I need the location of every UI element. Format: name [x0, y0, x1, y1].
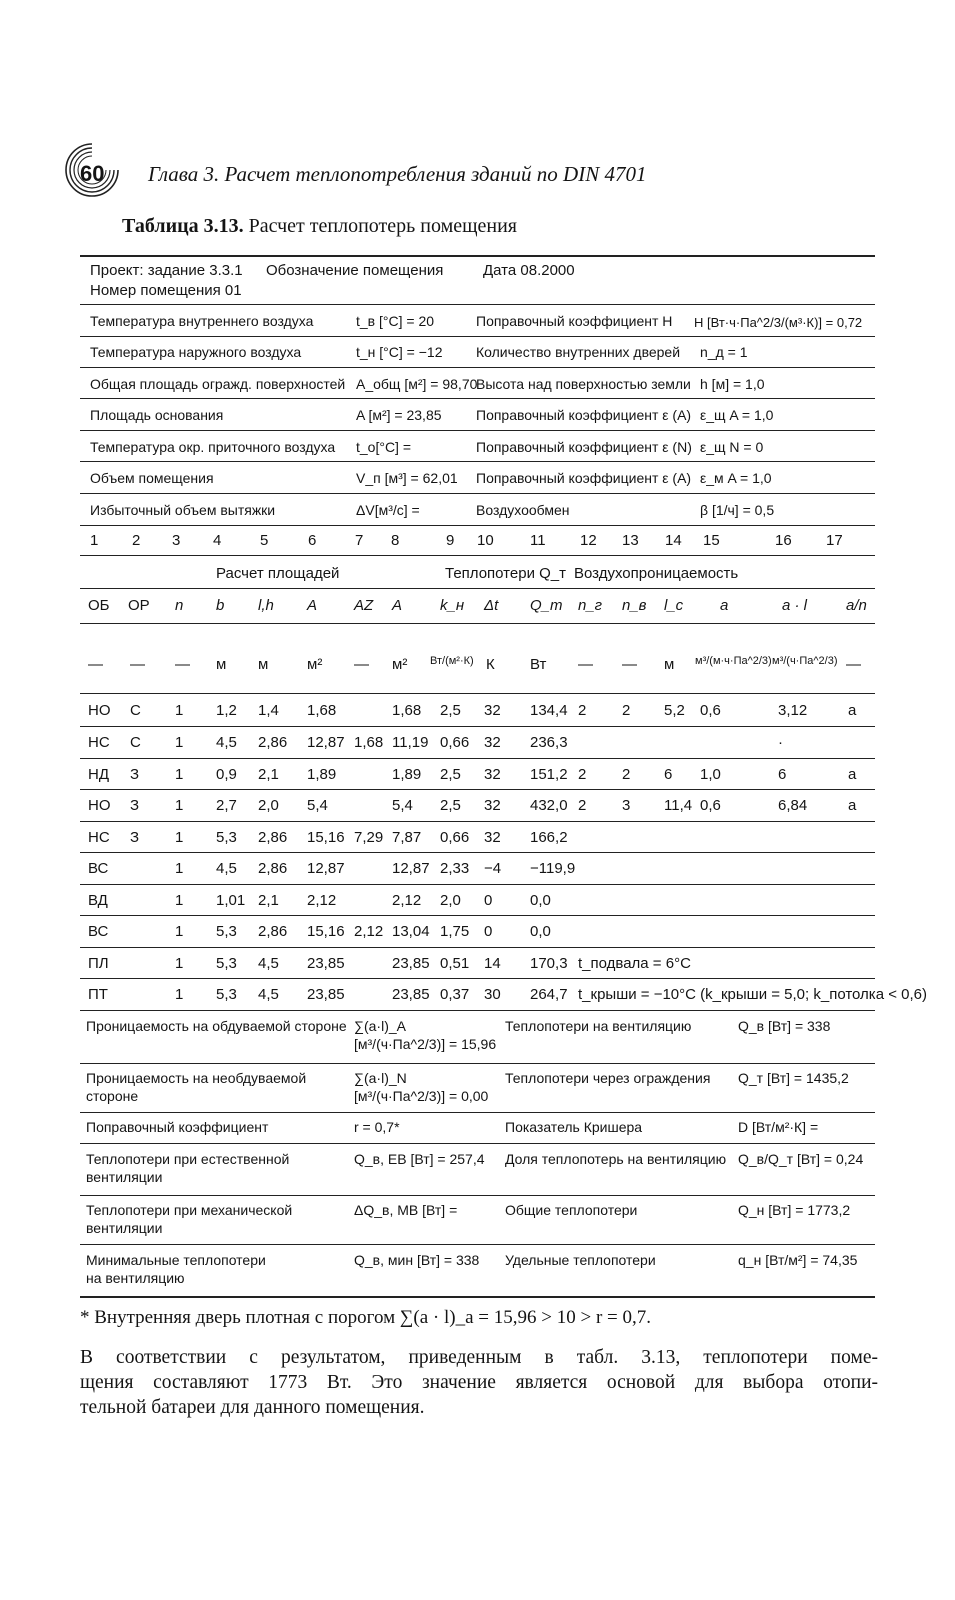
column-unit: — [175, 656, 190, 673]
table-cell: 2,12 [307, 892, 337, 909]
table-cell: 1,01 [216, 892, 246, 909]
table-cell: 2 [578, 702, 587, 719]
table-cell: 1,68 [392, 702, 422, 719]
group-air-permeability: Воздухопроницаемость [574, 565, 739, 582]
summary-label: Поправочный коэффициент [86, 1119, 269, 1135]
column-number: 9 [446, 532, 455, 549]
column-unit: м³/(м·ч·Па^2/3) [695, 655, 772, 667]
table-rule [80, 461, 875, 462]
table-cell: 2,86 [258, 860, 288, 877]
table-cell: НС [88, 734, 110, 751]
column-number: 8 [391, 532, 400, 549]
table-caption [122, 215, 517, 238]
table-cell: 134,4 [530, 702, 568, 719]
table-cell: 1,68 [354, 734, 384, 751]
table-cell: 236,3 [530, 734, 568, 751]
table-cell: 4,5 [216, 860, 237, 877]
table-cell: ВД [88, 892, 108, 909]
table-cell: НС [88, 829, 110, 846]
table-cell: 2,33 [440, 860, 470, 877]
table-cell: 0 [484, 923, 493, 940]
table-cell: 1,89 [392, 766, 422, 783]
table-cell: 30 [484, 986, 501, 1003]
table-cell: 1,0 [700, 766, 721, 783]
table-rule [80, 884, 875, 885]
param-value: ε_щ A = 1,0 [700, 407, 774, 423]
column-number: 6 [308, 532, 317, 549]
table-cell: 15,16 [307, 923, 345, 940]
column-symbol: a/n [846, 597, 867, 614]
table-rule [80, 821, 875, 822]
column-symbol: AZ [354, 597, 374, 614]
summary-right-label: Удельные теплопотери [505, 1252, 656, 1268]
summary-right-value: Q_в [Вт] = 338 [738, 1018, 831, 1034]
summary-right-value: Q_в/Q_т [Вт] = 0,24 [738, 1151, 864, 1167]
table-cell: 1,89 [307, 766, 337, 783]
table-cell: 0,9 [216, 766, 237, 783]
table-cell: 12,87 [392, 860, 430, 877]
table-rule [80, 758, 875, 759]
table-cell: С [130, 734, 141, 751]
project-label: Проект: задание 3.3.1 [90, 262, 243, 279]
table-cell: t_крыши = −10°C (k_крыши = 5,0; k_потолка < 0,6) [578, 986, 927, 1003]
param-label: Поправочный коэффициент ε (A) [476, 407, 692, 423]
table-rule [80, 978, 875, 979]
param-value: V_п [м³] = 62,01 [356, 470, 458, 486]
column-number: 2 [132, 532, 141, 549]
param-label: Площадь основания [90, 407, 224, 423]
table-cell: −119,9 [530, 860, 576, 877]
param-label: Воздухообмен [476, 502, 570, 518]
table-cell: 432,0 [530, 797, 568, 814]
column-unit: м [216, 656, 227, 673]
table-cell: 0 [484, 892, 493, 909]
group-area-calc: Расчет площадей [216, 565, 340, 582]
table-cell: 264,7 [530, 986, 568, 1003]
date-label: Дата 08.2000 [483, 262, 575, 279]
table-cell: 1 [175, 892, 184, 909]
table-cell: 4,5 [258, 986, 279, 1003]
column-number: 11 [530, 532, 546, 549]
table-rule [80, 852, 875, 853]
table-rule [80, 1195, 875, 1196]
summary-value: ΔQ_в, МВ [Вт] = [354, 1202, 458, 1218]
summary-value-cont: [м³/(ч·Па^2/3)] = 0,00 [354, 1088, 489, 1104]
chapter-title: Глава 3. Расчет теплопотребления зданий по DIN 4701 [148, 162, 647, 186]
table-cell: 0,51 [440, 955, 470, 972]
param-label: Объем помещения [90, 470, 214, 486]
table-rule [80, 255, 875, 257]
column-symbol: a · l [782, 597, 808, 614]
table-cell: 7,87 [392, 829, 422, 846]
table-cell: З [130, 766, 140, 783]
summary-right-value: D [Вт/м²·К] = [738, 1119, 819, 1135]
table-cell: · [778, 734, 783, 751]
table-cell: 1,68 [307, 702, 337, 719]
table-cell: 2 [578, 797, 587, 814]
table-cell: 2 [578, 766, 587, 783]
table-rule [80, 398, 875, 399]
table-rule [80, 1296, 875, 1298]
paragraph-line: щения составляют 1773 Вт. Это значение является основой для выбора отопи- [80, 1372, 878, 1393]
table-cell: 1 [175, 829, 184, 846]
summary-value: Q_в, ЕВ [Вт] = 257,4 [354, 1151, 485, 1167]
param-value: A_общ [м²] = 98,70 [356, 376, 478, 392]
param-label: Поправочный коэффициент ε (A) [476, 470, 692, 486]
param-label: Количество внутренних дверей [476, 344, 681, 360]
column-unit: м² [392, 656, 408, 673]
table-rule [80, 1244, 875, 1245]
param-value: β [1/ч] = 0,5 [700, 502, 775, 518]
table-cell: 6 [778, 766, 787, 783]
table-cell: 166,2 [530, 829, 568, 846]
summary-label: Теплопотери при механической [86, 1202, 293, 1218]
table-rule [80, 789, 875, 790]
table-cell: 0,37 [440, 986, 470, 1003]
table-cell: а [848, 702, 857, 719]
column-unit: м [258, 656, 269, 673]
body-paragraph [80, 1345, 878, 1420]
param-value: ε_щ N = 0 [700, 439, 764, 455]
table-cell: С [130, 702, 141, 719]
table-cell: 1 [175, 797, 184, 814]
table-cell: НО [88, 797, 111, 814]
table-rule [80, 915, 875, 916]
table-cell: 5,3 [216, 986, 237, 1003]
param-label: Температура наружного воздуха [90, 344, 302, 360]
column-unit: — [578, 656, 593, 673]
param-label: Общая площадь огражд. поверхностей [90, 376, 346, 392]
table-cell: 23,85 [307, 955, 345, 972]
summary-label: Теплопотери при естественной [86, 1151, 290, 1167]
table-cell: 0,6 [700, 797, 721, 814]
column-unit: — [622, 656, 637, 673]
table-cell: 6,84 [778, 797, 808, 814]
summary-label-cont: вентиляции [86, 1169, 163, 1185]
param-value: t_о[°C] = [356, 439, 412, 455]
column-number: 10 [477, 532, 494, 549]
summary-right-label: Теплопотери на вентиляцию [505, 1018, 692, 1034]
column-unit: м² [307, 656, 323, 673]
column-unit: м [664, 656, 675, 673]
column-symbol: Q_т [530, 597, 563, 614]
table-cell: 12,87 [307, 734, 345, 751]
column-symbol: b [216, 597, 225, 614]
table-rule [80, 525, 875, 526]
column-symbol: n_в [622, 597, 647, 614]
table-cell: 5,4 [307, 797, 328, 814]
column-number: 4 [213, 532, 222, 549]
table-rule [80, 947, 875, 948]
table-cell: 1,75 [440, 923, 470, 940]
table-cell: ПЛ [88, 955, 109, 972]
table-cell: 2,12 [354, 923, 384, 940]
table-cell: 32 [484, 766, 501, 783]
param-value: h [м] = 1,0 [700, 376, 765, 392]
table-cell: 1,2 [216, 702, 237, 719]
table-cell: 32 [484, 702, 501, 719]
caption-label: Таблица 3.13. [122, 215, 244, 237]
param-value: t_н [°C] = −12 [356, 344, 443, 360]
table-cell: 1 [175, 986, 184, 1003]
param-label: Поправочный коэффициент H [476, 313, 673, 329]
summary-right-label: Доля теплопотерь на вентиляцию [505, 1151, 727, 1167]
table-cell: 2,1 [258, 892, 279, 909]
column-unit: К [486, 656, 495, 673]
column-symbol: l,h [258, 597, 274, 614]
param-label: Поправочный коэффициент ε (N) [476, 439, 692, 455]
table-cell: 0,0 [530, 892, 551, 909]
table-rule [80, 430, 875, 431]
summary-label: Минимальные теплопотери [86, 1252, 266, 1268]
param-label: Температура внутреннего воздуха [90, 313, 314, 329]
table-cell: t_подвала = 6°C [578, 955, 691, 972]
table-cell: 32 [484, 829, 501, 846]
column-unit: Вт/(м²·К) [430, 655, 474, 667]
column-unit: — [88, 656, 103, 673]
column-number: 1 [90, 532, 99, 549]
table-cell: 4,5 [216, 734, 237, 751]
column-symbol: A [392, 597, 403, 614]
table-cell: 1 [175, 734, 184, 751]
table-cell: 2,86 [258, 734, 288, 751]
param-label: Температура окр. приточного воздуха [90, 439, 336, 455]
table-cell: 2,0 [440, 892, 461, 909]
table-rule [80, 1063, 875, 1064]
table-cell: 5,3 [216, 955, 237, 972]
table-cell: З [130, 829, 140, 846]
table-cell: 2,12 [392, 892, 422, 909]
table-cell: З [130, 797, 140, 814]
table-cell: 7,29 [354, 829, 384, 846]
table-cell: 5,3 [216, 923, 237, 940]
column-symbol: ОБ [88, 597, 110, 614]
group-heat-loss: Теплопотери Q_т [445, 565, 566, 582]
summary-right-label: Общие теплопотери [505, 1202, 638, 1218]
summary-label-cont: стороне [86, 1088, 139, 1104]
table-rule [80, 1112, 875, 1113]
column-symbol: ОР [128, 597, 150, 614]
table-cell: 1,4 [258, 702, 279, 719]
param-value: A [м²] = 23,85 [356, 407, 442, 423]
paragraph-line: В соответствии с результатом, приведенным в табл. 3.13, теплопотери поме- [80, 1347, 878, 1368]
table-cell: НО [88, 702, 111, 719]
column-number: 5 [260, 532, 269, 549]
column-symbol: a [720, 597, 729, 614]
table-cell: 5,2 [664, 702, 685, 719]
column-number: 16 [775, 532, 792, 549]
paragraph-line: тельной батареи для данного помещения. [80, 1397, 425, 1418]
table-cell: 2,5 [440, 702, 461, 719]
table-rule [80, 623, 875, 624]
param-value: t_в [°C] = 20 [356, 313, 435, 329]
table-cell: 2,1 [258, 766, 279, 783]
table-cell: ВС [88, 860, 109, 877]
table-rule [80, 726, 875, 727]
column-unit: — [846, 656, 861, 673]
table-cell: 2 [622, 766, 631, 783]
table-cell: 32 [484, 797, 501, 814]
column-number: 13 [622, 532, 639, 549]
summary-right-label: Теплопотери через ограждения [505, 1070, 711, 1086]
table-cell: 0,6 [700, 702, 721, 719]
column-symbol: n [175, 597, 184, 614]
summary-right-label: Показатель Кришера [505, 1119, 643, 1135]
table-cell: 0,66 [440, 829, 470, 846]
summary-value: r = 0,7* [354, 1119, 400, 1135]
table-cell: 13,04 [392, 923, 430, 940]
table-rule [80, 693, 875, 694]
table-cell: 2,86 [258, 829, 288, 846]
param-value: H [Вт·ч·Па^2/3/(м³·К)] = 0,72 [694, 315, 863, 330]
table-rule [80, 1143, 875, 1144]
table-cell: ПТ [88, 986, 108, 1003]
column-number: 15 [703, 532, 720, 549]
param-value: ΔV[м³/с] = [356, 502, 420, 518]
summary-label-cont: вентиляции [86, 1220, 163, 1236]
table-cell: 12,87 [307, 860, 345, 877]
page-number-badge [62, 140, 122, 200]
table-rule [80, 304, 875, 305]
table-cell: 0,66 [440, 734, 470, 751]
column-number: 3 [172, 532, 181, 549]
table-rule [80, 555, 875, 556]
table-cell: 170,3 [530, 955, 568, 972]
summary-label: Проницаемость на обдуваемой стороне [86, 1018, 347, 1034]
table-cell: 2,5 [440, 766, 461, 783]
table-cell: 4,5 [258, 955, 279, 972]
summary-right-value: Q_н [Вт] = 1773,2 [738, 1202, 851, 1218]
table-cell: 1 [175, 702, 184, 719]
table-cell: а [848, 797, 857, 814]
param-label: Избыточный объем вытяжки [90, 502, 276, 518]
summary-value-cont: [м³/(ч·Па^2/3)] = 15,96 [354, 1036, 497, 1052]
table-cell: а [848, 766, 857, 783]
table-rule [80, 336, 875, 337]
column-number: 12 [580, 532, 597, 549]
table-cell: 2,0 [258, 797, 279, 814]
summary-value: ∑(a·l)_N [354, 1070, 407, 1086]
table-cell: 15,16 [307, 829, 345, 846]
table-cell: 14 [484, 955, 501, 972]
table-cell: 6 [664, 766, 673, 783]
table-cell: 32 [484, 734, 501, 751]
column-number: 17 [826, 532, 843, 549]
column-symbol: A [307, 597, 318, 614]
footnote: * Внутренняя дверь плотная с порогом ∑(a · l)_a = 15,96 > 10 > r = 0,7. [80, 1307, 651, 1328]
param-value: ε_м A = 1,0 [700, 470, 772, 486]
table-cell: 1 [175, 766, 184, 783]
table-cell: 23,85 [392, 955, 430, 972]
table-cell: 23,85 [392, 986, 430, 1003]
table-cell: 11,19 [392, 734, 429, 751]
param-value: n_д = 1 [700, 344, 748, 360]
room-designation: Обозначение помещения [266, 262, 444, 279]
table-cell: НД [88, 766, 109, 783]
table-cell: 1 [175, 923, 184, 940]
column-symbol: k_н [440, 597, 465, 614]
table-cell: 1 [175, 860, 184, 877]
column-symbol: l_с [664, 597, 684, 614]
table-rule [80, 1010, 875, 1011]
table-cell: 2 [622, 702, 631, 719]
table-rule [80, 493, 875, 494]
room-number: Номер помещения 01 [90, 282, 242, 299]
table-cell: 11,4 [664, 797, 693, 814]
table-cell: 2,5 [440, 797, 461, 814]
table-cell: 2,7 [216, 797, 237, 814]
table-cell: 1 [175, 955, 184, 972]
column-number: 7 [355, 532, 364, 549]
summary-right-value: Q_т [Вт] = 1435,2 [738, 1070, 849, 1086]
table-cell: −4 [484, 860, 502, 877]
column-symbol: Δt [484, 597, 499, 614]
page-number: 60 [80, 161, 105, 186]
column-unit: — [354, 656, 369, 673]
column-number: 14 [665, 532, 682, 549]
table-cell: 3,12 [778, 702, 808, 719]
page-header [62, 140, 902, 210]
column-unit: Вт [530, 656, 547, 673]
summary-label: Проницаемость на необдуваемой [86, 1070, 307, 1086]
summary-right-value: q_н [Вт/м²] = 74,35 [738, 1252, 858, 1268]
table-cell: 5,3 [216, 829, 237, 846]
table-cell: 3 [622, 797, 631, 814]
table-rule [80, 588, 875, 589]
column-unit: — [130, 656, 145, 673]
table-cell: 2,86 [258, 923, 288, 940]
summary-value: Q_в, мин [Вт] = 338 [354, 1252, 480, 1268]
table-cell: 0,0 [530, 923, 551, 940]
column-symbol: n_г [578, 597, 603, 614]
summary-value: ∑(a·l)_A [354, 1018, 406, 1034]
table-rule [80, 367, 875, 368]
param-label: Высота над поверхностью земли [476, 376, 691, 392]
caption-title: Расчет теплопотерь помещения [243, 215, 517, 237]
column-unit: м³/(ч·Па^2/3) [772, 655, 838, 667]
table-cell: 151,2 [530, 766, 568, 783]
table-cell: 23,85 [307, 986, 345, 1003]
summary-label-cont: на вентиляцию [86, 1270, 185, 1286]
table-cell: 5,4 [392, 797, 413, 814]
table-cell: ВС [88, 923, 109, 940]
